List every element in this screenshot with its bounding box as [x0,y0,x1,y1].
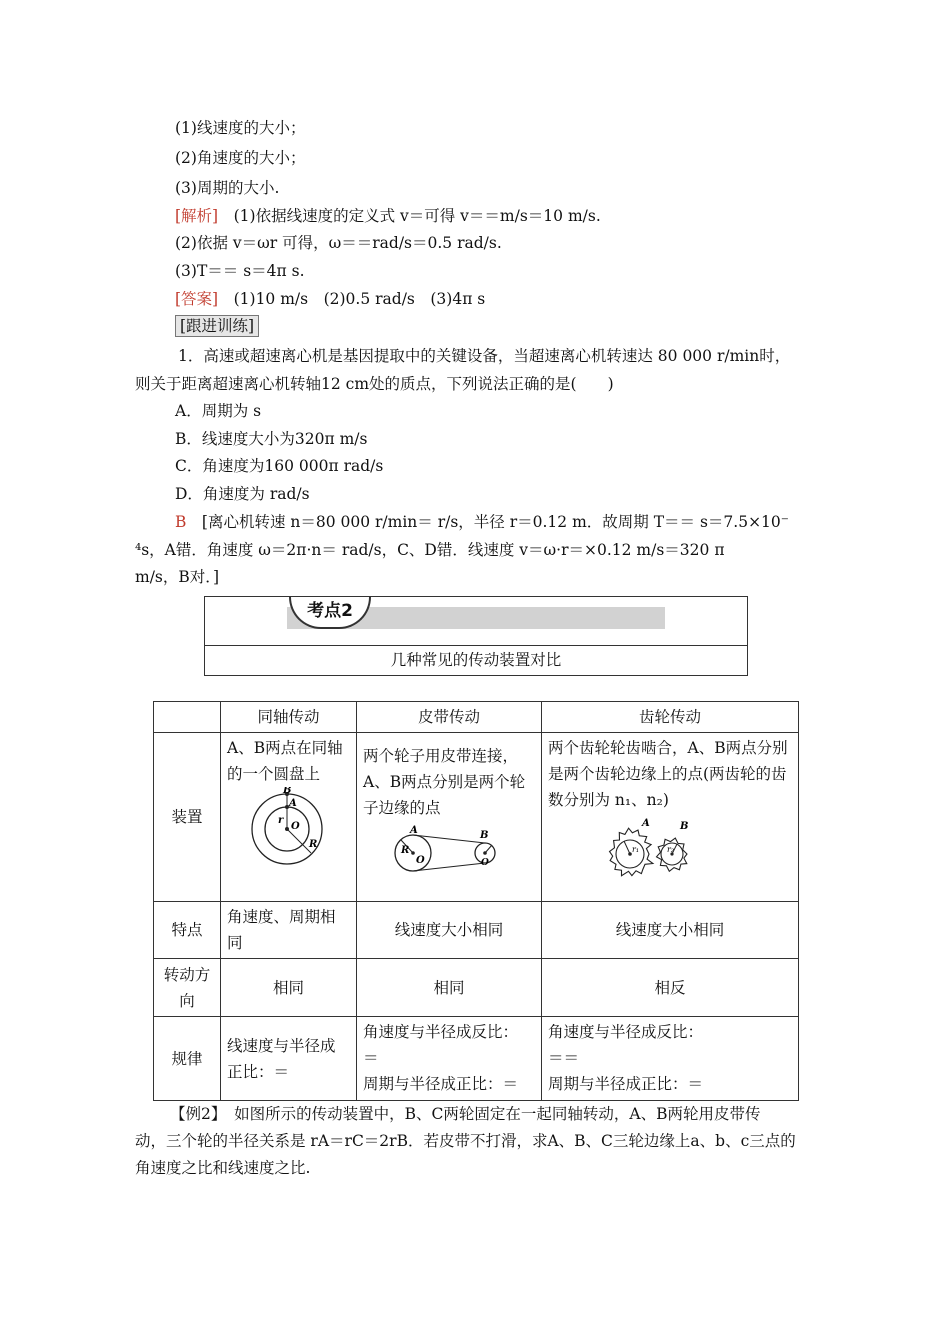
gear-label-a: A [642,818,650,829]
belt-rule-1: 角速度与半径成反比： [363,1023,519,1041]
cell-rule-gear [542,1017,799,1101]
analysis-line-3: (3)T＝＝ s＝4π s. [175,262,305,280]
center-o [285,827,289,831]
table-row-rule [154,1017,799,1101]
belt-label-b: B [480,830,489,841]
cell-feature-gear: 线速度大小相同 [542,902,799,959]
comparison-table [153,701,799,1101]
cell-device-coaxial [221,733,357,902]
gear-figure [548,813,792,885]
cell-direction-belt: 相同 [357,959,542,1017]
label-a: A [289,798,297,809]
solution-line-3: m/s，B对．] [135,568,220,586]
table-row-feature [154,902,799,959]
gear-2 [657,838,688,871]
option-c: C．角速度为160 000π rad/s [175,457,384,475]
question-1: (1)线速度的大小； [175,119,306,137]
row-label-device: 装置 [154,733,221,902]
gear-rule-2: ＝＝ [548,1049,580,1067]
belt-label-r: R [401,845,410,856]
row-label-feature: 特点 [154,902,221,959]
gear-label-r2: r₂ [667,845,675,854]
belt-text: 两个轮子用皮带连接，A、B两点分别是两个轮子边缘的点 [363,747,526,817]
belt-figure [363,823,533,878]
question-3: (3)周期的大小. [175,179,280,197]
belt-label-a: A [410,825,418,836]
table-row-device [154,733,799,902]
example-line-3: 角速度之比和线速度之比. [135,1159,311,1177]
cell-feature-coaxial: 角速度、周期相同 [221,902,357,959]
cell-direction-coaxial: 相同 [221,959,357,1017]
practice-label: [跟进训练] [175,315,259,337]
label-b: B [283,787,292,796]
option-d: D．角速度为 rad/s [175,485,310,503]
row-label-direction: 转动方向 [154,959,221,1017]
table-row-direction [154,959,799,1017]
option-a: A．周期为 s [175,402,262,420]
header-gear: 齿轮传动 [542,702,799,733]
kaodian-title: 几种常见的传动装置对比 [390,651,562,669]
example-line-1 [170,1102,760,1126]
row-label-rule: 规律 [154,1017,221,1101]
example-tag: 【例2】 [170,1105,219,1123]
belt-rule-2: ＝ [363,1049,379,1067]
q1-line-1: 1．高速或超速离心机是基因提取中的关键设备，当超速离心机转速达 80 000 r/min时， [178,347,791,365]
header-empty [154,702,221,733]
coaxial-disc-figure [227,787,349,867]
cell-device-belt [357,733,542,902]
analysis-text-1: (1)依据线速度的定义式 v＝可得 v＝＝m/s＝10 m/s. [218,207,601,225]
cell-direction-gear: 相反 [542,959,799,1017]
analysis-line-1 [175,206,601,226]
header-coaxial: 同轴传动 [221,702,357,733]
cell-feature-belt: 线速度大小相同 [357,902,542,959]
gear-label-r1: r₁ [632,845,640,854]
header-belt: 皮带传动 [357,702,542,733]
kaodian-box [204,596,748,676]
table-header-row [154,702,799,733]
label-r: r [278,815,284,826]
solution-letter: B [175,513,187,531]
belt-label-o1: O [416,855,425,866]
answer-line [175,289,485,309]
gear-rule-1: 角速度与半径成反比： [548,1023,704,1041]
cell-rule-coaxial: 线速度与半径成正比：＝ [221,1017,357,1101]
gear-rule-3: 周期与半径成正比：＝ [548,1075,704,1093]
analysis-line-2: (2)依据 v＝ωr 可得，ω＝＝rad/s＝0.5 rad/s. [175,234,502,252]
gear-text: 两个齿轮轮齿啮合，A、B两点分别是两个齿轮边缘上的点(两齿轮的齿数分别为 n₁、n₂) [548,739,788,809]
coaxial-text: A、B两点在同轴的一个圆盘上 [227,739,343,783]
analysis-tag: [解析] [175,207,219,225]
belt-label-o2: O [481,858,489,868]
solution-line-1 [175,512,789,532]
question-2: (2)角速度的大小； [175,149,306,167]
radius-big [287,829,311,853]
q1-line-2: 则关于距离超速离心机转轴12 cm处的质点，下列说法正确的是( ) [135,375,614,393]
belt-rule-3: 周期与半径成正比：＝ [363,1075,519,1093]
answer-tag: [答案] [175,290,219,308]
example-text-1: 如图所示的传动装置中，B、C两轮固定在一起同轴转动，A、B两轮用皮带传 [218,1105,761,1123]
solution-text-1: [离心机转速 n＝80 000 r/min＝ r/s，半径 r＝0.12 m．故周期 T＝＝ s＝7.5×10⁻ [186,513,789,531]
label-o: O [291,821,300,832]
label-big-r: R [309,839,318,850]
solution-line-2: ⁴s，A错．角速度 ω＝2π·n＝ rad/s，C、D错．线速度 v＝ω·r＝×0.12 m/s＝320 π [135,541,725,559]
cell-device-gear [542,733,799,902]
example-line-2: 动，三个轮的半径关系是 rA＝rC＝2rB．若皮带不打滑，求A、B、C三轮边缘上a、b、c三点的 [135,1132,796,1150]
answer-text: (1)10 m/s (2)0.5 rad/s (3)4π s [218,290,486,308]
center-big [411,851,415,855]
cell-rule-belt [357,1017,542,1101]
gear-label-b: B [680,821,689,832]
kaodian-tag: 考点2 [289,597,371,629]
center-small [483,851,487,855]
option-b: B．线速度大小为320π m/s [175,430,368,448]
gear-1-radius [624,841,630,854]
